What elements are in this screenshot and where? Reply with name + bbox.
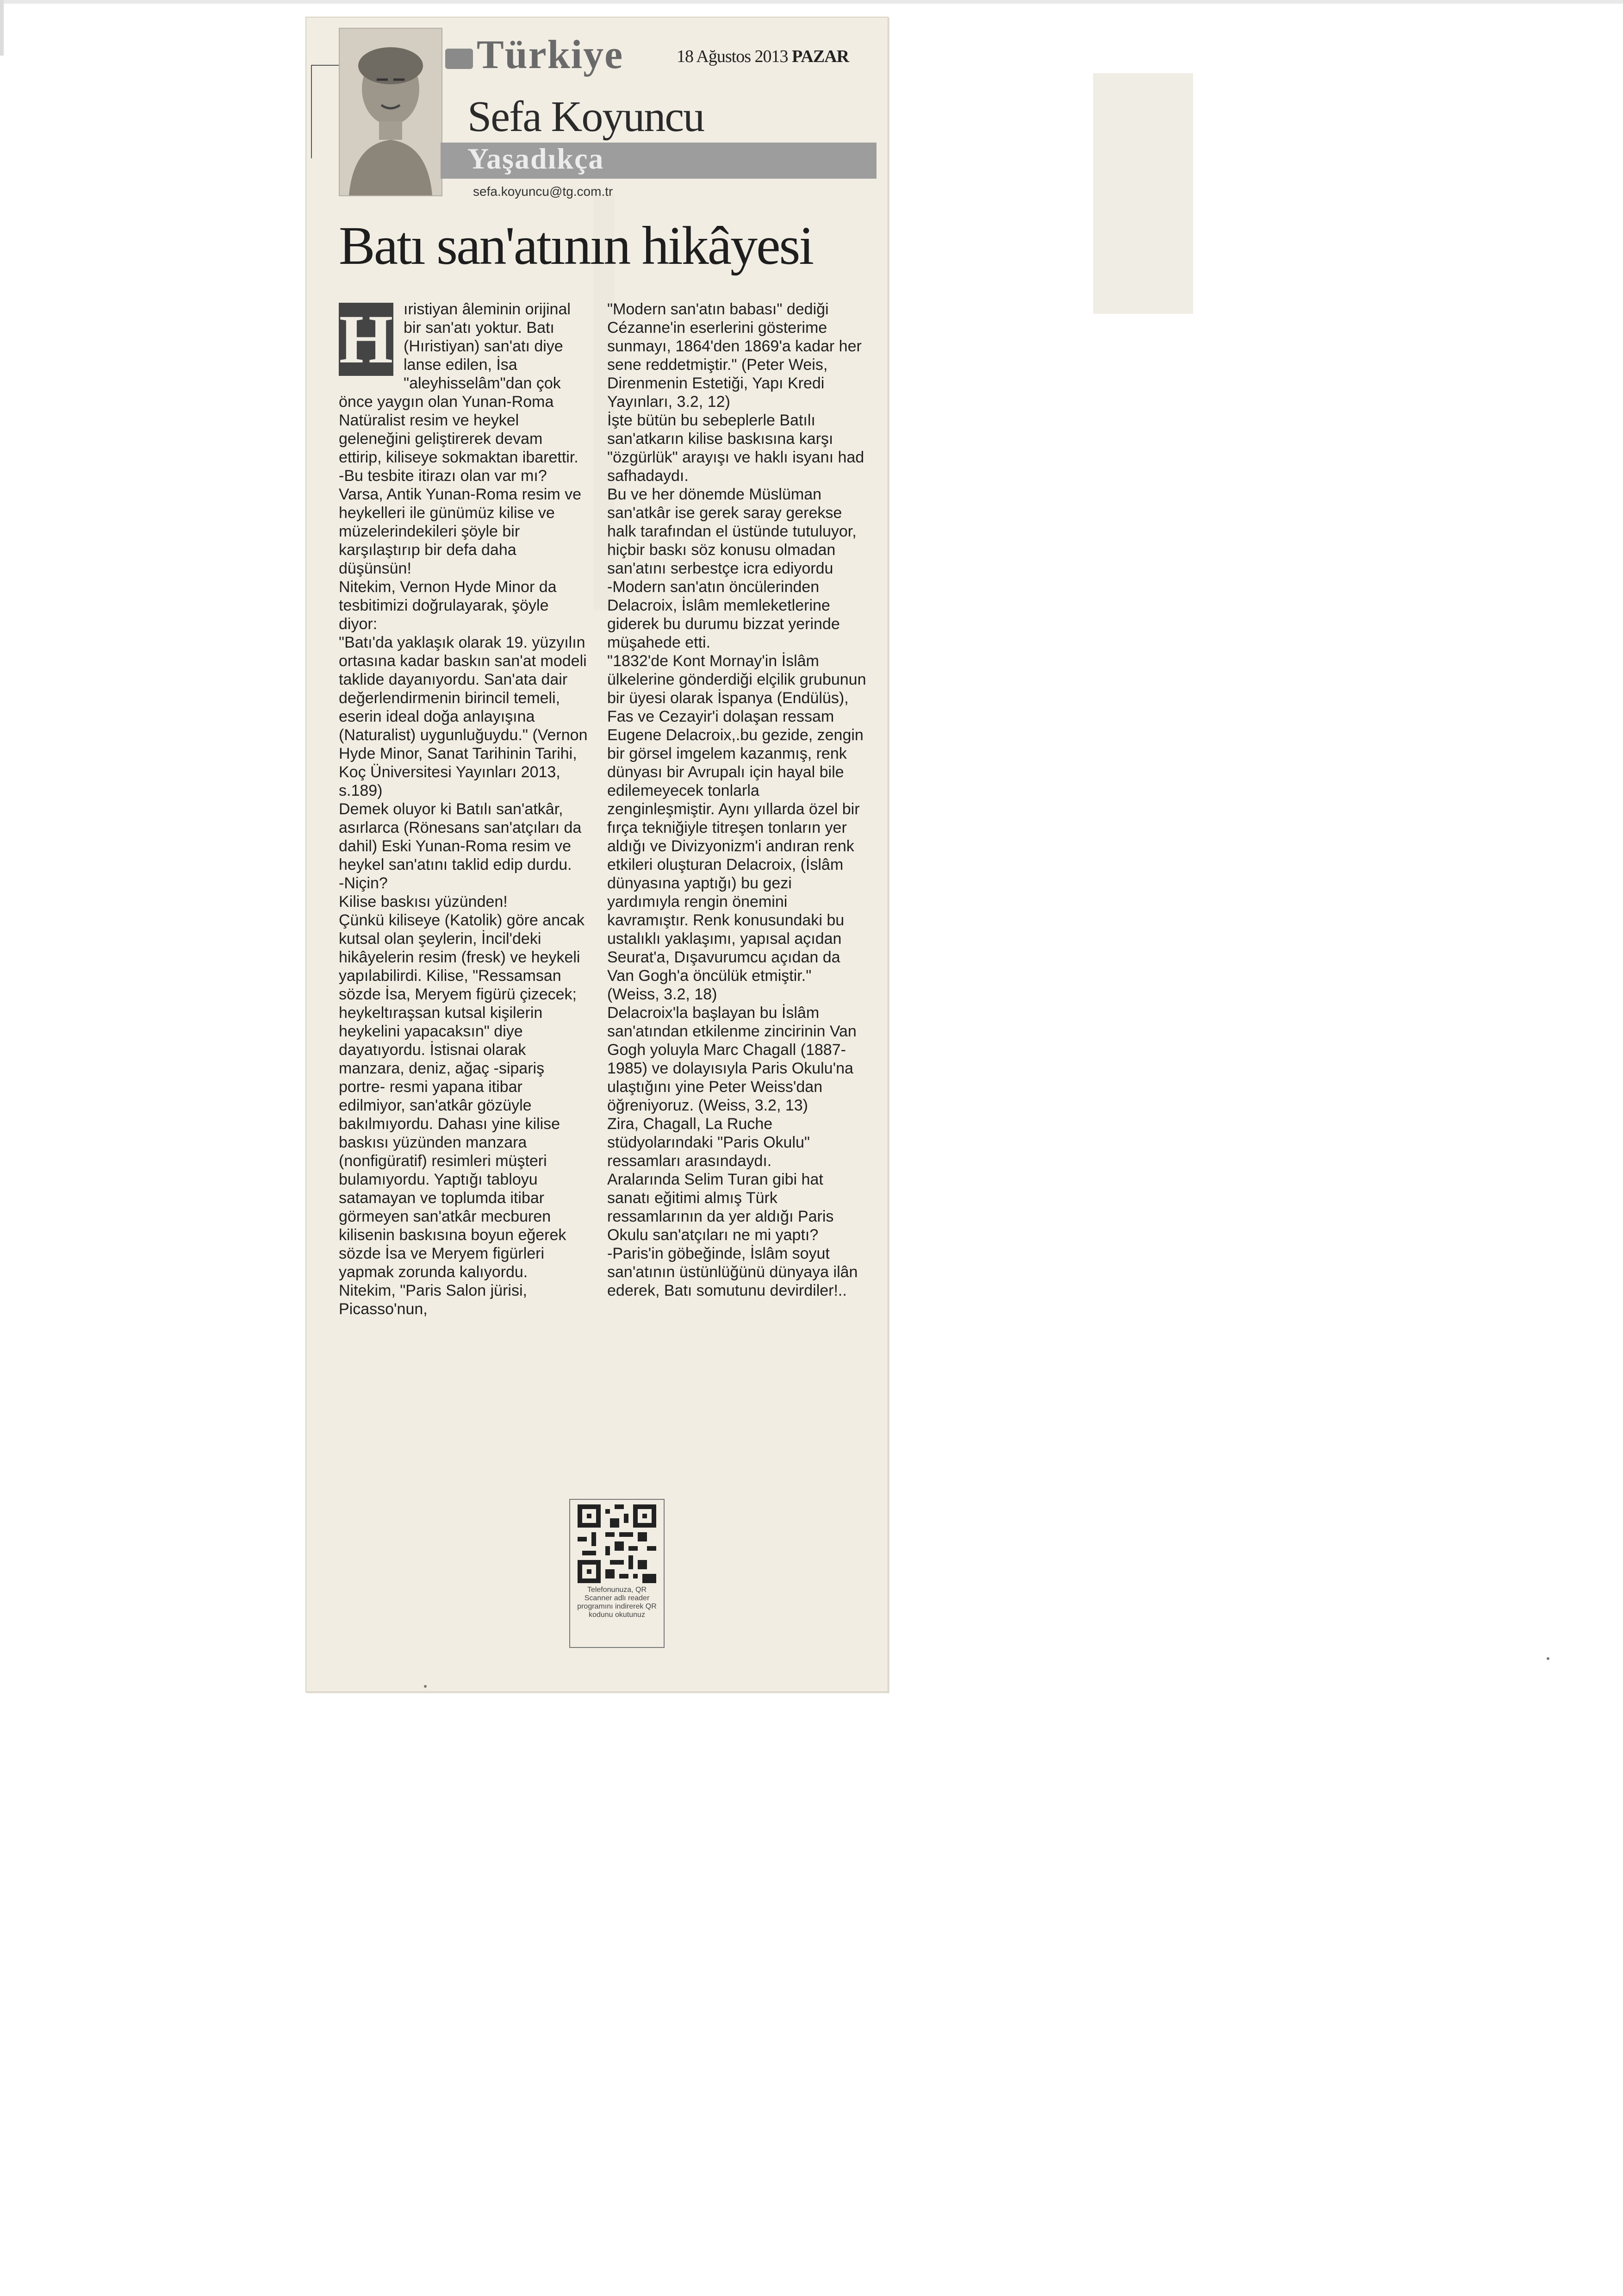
paragraph: Delacroix'la başlayan bu İslâm san'atından etkilenme zincirinin Van Gogh yoluyla Marc Chagall (1887-1985) ve dolayısıyla Paris Okulu'na ulaştığını yine Peter Weiss'dan öğreniyoruz. (Weiss, 3.2, 13) [607,1004,857,1114]
paragraph: Zira, Chagall, La Ruche stüdyolarındaki "Paris Okulu" ressamları arasındaydı. [607,1115,810,1170]
flag-icon [445,49,473,69]
paragraph: -Modern san'atın öncülerinden Delacroix, İslâm memleketlerine giderek bu durumu bizzat yerinde müşahede etti. [607,578,840,651]
paragraph: Aralarında Selim Turan gibi hat sanatı eğitimi almış Türk ressamlarının da yer aldığı Paris Okulu san'atçıları ne mi yaptı? [607,1171,834,1244]
paragraph: Varsa, Antik Yunan-Roma resim ve heykelleri ile günümüz kilise ve müzelerindekileri şöyle bir karşılaştırıp bir defa daha düşünsün! [339,486,582,577]
paragraph: Çünkü kiliseye (Katolik) göre ancak kutsal olan şeylerin, İncil'deki hikâyelerin resim (fresk) ve heykeli yapılabilirdi. Kilise, "Ressamsan sözde İsa, Meryem figürü çizecek; heykeltıraşsan kutsal kişilerin heykelini yapacaksın" diye dayatıyordu. İstisnai olarak manzara, deniz, ağaç -sipariş portre- resmi yapana itibar edilmiyor, san'atkâr gözüyle bakılmıyordu. Dahası yine kilise baskısı yüzünden manzara (nonfigüratif) resimleri müşteri bulamıyordu. Yaptığı tabloyu satamayan ve toplumda itibar görmeyen san'atkâr mecburen kilisenin baskısına boyun eğerek sözde İsa ve Meryem figürleri yapmak zorunda kalıyordu. [339,911,585,1281]
drop-cap: H [339,301,393,378]
paragraph: Kilise baskısı yüzünden! [339,893,508,911]
paragraph: "Batı'da yaklaşık olarak 19. yüzyılın ortasına kadar baskın san'at modeli taklide dayanıyordu. San'ata dair değerlendirmenin birincil temeli, eserin ideal doğa anlayışına (Naturalist) uygunluğuydu." (Vernon Hyde Minor, Sanat Tarihinin Tarihi, Koç Üniversitesi Yayınları 2013, s.189) [339,634,588,799]
issue-day: PAZAR [791,47,849,66]
scan-edge-top [0,0,1623,4]
masthead-logo [445,31,623,78]
paragraph: Nitekim, Vernon Hyde Minor da tesbitimizi doğrulayarak, şöyle diyor: [339,578,557,633]
paragraph: Demek oluyor ki Batılı san'atkâr, asırlarca (Rönesans san'atçıları da dahil) Eski Yunan-Roma resim ve heykel san'atını taklid edip durdu. [339,800,582,873]
paragraph: -Paris'in göbeğinde, İslâm soyut san'atının üstünlüğünü dünyaya ilân ederek, Batı somutunu devirdiler!.. [607,1245,858,1299]
paragraph: Bu ve her dönemde Müslüman san'atkâr ise gerek saray gerekse halk tarafından el üstünde tutuluyor, hiçbir baskı söz konusu olmadan san'atını serbestçe icra ediyordu [607,486,857,577]
qr-caption: Telefonunuza, QR Scanner adlı reader programını indirerek QR kodunu okutunuz [577,1586,657,1619]
author-email: sefa.koyuncu@tg.com.tr [473,184,613,199]
masthead-title: Türkiye [477,32,624,77]
article-column-2 [607,300,866,1300]
author-photo [339,28,442,196]
headline: Batı san'atının hikâyesi [339,215,813,276]
article-column-1 [339,300,589,1318]
issue-date: 18 Ağustos 2013 [677,47,788,66]
paragraph: İşte bütün bu sebeplerle Batılı san'atkarın kilise baskısına karşı "özgürlük" arayışı ve haklı isyanı had safhadaydı. [607,412,864,485]
qr-box [569,1499,665,1648]
scan-edge-left [0,0,4,56]
scan-speck [1547,1657,1549,1660]
paragraph: -Niçin? [339,874,388,892]
masthead-date [677,46,849,67]
paragraph: "1832'de Kont Mornay'in İslâm ülkelerine gönderdiği elçilik grubunun bir üyesi olarak İspanya (Endülüs), Fas ve Cezayir'i dolaşan ressam Eugene Delacroix,.bu gezide, zengin bir görsel imgelem kazanmış, renk dünyası bir Avrupalı için hayal bile edilemeyecek tonlarla zenginleşmiştir. Aynı yıllarda özel bir fırça tekniğiyle titreşen tonların yer aldığı ve Divizyonizm'i andıran renk etkileri oluşturan Delacroix, (İslâm dünyasına yaptığı) bu gezi yardımıyla rengin önemini kavramıştır. Renk konusundaki bu ustalıklı yaklaşımı, yapısal açıdan Seurat'a, Dışavurumcu açıdan da Van Gogh'a öncülük etmiştir." (Weiss, 3.2, 18) [607,652,866,1003]
paragraph: Nitekim, "Paris Salon jürisi, Picasso'nun, [339,1282,527,1318]
column-bracket [311,65,340,158]
author-name: Sefa Koyuncu [467,93,704,141]
qr-code-icon[interactable] [578,1504,656,1583]
paragraph: ıristiyan âleminin orijinal bir san'atı yoktur. Batı (Hıristiyan) san'atı diye lanse edilen, İsa "aleyhisselâm"dan çok önce yaygın olan Yunan-Roma Natüralist resim ve heykel geleneğini geliştirerek devam ettirip, kiliseye sokmaktan ibarettir. [339,300,578,466]
adjacent-column-strip [1093,73,1193,314]
scan-speck [424,1685,427,1688]
newspaper-clipping [305,17,889,1692]
paragraph: "Modern san'atın babası" dediği Cézanne'in eserlerini gösterime sunmayı, 1864'den 1869'a kadar her sene reddetmiştir." (Peter Weis, Direnmenin Estetiği, Yapı Kredi Yayınları, 3.2, 12) [607,300,862,411]
column-name: Yaşadıkça [467,142,604,175]
paragraph: -Bu tesbite itirazı olan var mı? [339,467,547,485]
